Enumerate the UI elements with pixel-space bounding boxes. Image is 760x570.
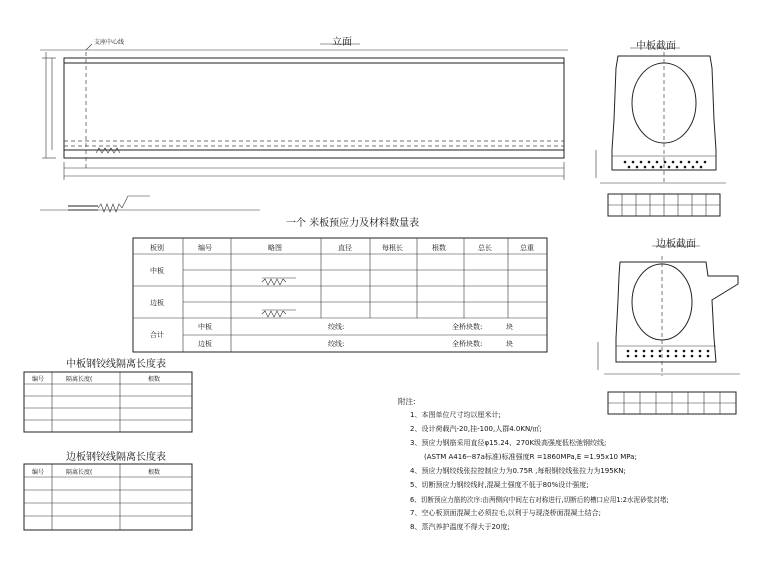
edge-slab-strands xyxy=(627,350,710,358)
header-sketch: 略图 xyxy=(268,244,282,252)
elevation-title: 立面 xyxy=(332,37,352,48)
mid-section-title: 中板截面 xyxy=(636,41,676,52)
total-edge-type: 边板 xyxy=(198,340,212,348)
sleeve-leader xyxy=(122,196,128,208)
mid-slab-grid xyxy=(608,194,720,216)
header-length-each: 每根长 xyxy=(382,244,403,252)
sketch-mid-sleeve xyxy=(262,279,286,285)
header-total-length: 总长 xyxy=(478,244,492,252)
note-6: 6、切断预应力筋的次序:由两侧向中间左右对称进行,切断后的槽口应用1:2水泥砂浆封堵; xyxy=(410,496,669,504)
row-total: 合计 xyxy=(150,331,164,339)
edge-strand-table-grid xyxy=(24,464,192,530)
total-edge-strand: 绞线: xyxy=(328,340,345,348)
edge-slab-grid xyxy=(608,392,736,414)
note-3-continued: (ASTM A416--87a标准)标准强度R =1860MPa,E =1.95x10 MPa; xyxy=(424,453,637,461)
row-edge-slab: 边板 xyxy=(150,299,164,307)
main-table-title: 一个 米板预应力及材料数量表 xyxy=(286,218,420,229)
total-mid-unit: 块 xyxy=(506,323,513,331)
elevation-view xyxy=(40,44,568,212)
row-mid-slab: 中板 xyxy=(150,267,164,275)
note-3: 3、预应力钢筋采用直径φ15.24、270K级高强度低松弛钢绞线; xyxy=(410,439,607,447)
mid-slab-strands xyxy=(624,161,707,169)
mid-strand-table-grid xyxy=(24,372,192,432)
main-table-grid xyxy=(133,238,547,352)
edge-slab-section xyxy=(598,246,740,414)
edge-section-title: 边板截面 xyxy=(656,239,696,250)
slab-elevation-outline xyxy=(64,58,564,158)
mid-strand-header-count: 根数 xyxy=(148,376,161,383)
mid-strand-header-length: 隔离长度( xyxy=(66,376,93,383)
edge-strand-header-count: 根数 xyxy=(148,469,161,476)
total-edge-unit: 块 xyxy=(506,340,513,348)
header-slab-type: 板别 xyxy=(150,244,164,252)
mid-slab-section xyxy=(596,48,726,216)
header-number: 编号 xyxy=(198,244,212,252)
edge-strand-table-title: 边板钢铰线隔离长度表 xyxy=(66,452,166,463)
edge-slab-outline xyxy=(616,262,738,362)
sketch-edge-sleeve xyxy=(262,311,286,317)
header-diameter: 直径 xyxy=(338,244,352,252)
edge-strand-header-number: 编号 xyxy=(32,469,45,476)
total-mid-strand: 绞线: xyxy=(328,323,345,331)
total-mid-type: 中板 xyxy=(198,323,212,331)
debond-sleeve-detail xyxy=(98,204,122,212)
mid-strand-table-title: 中板钢铰线隔离长度表 xyxy=(66,359,166,370)
total-mid-count: 全桥块数: xyxy=(452,323,483,331)
header-total-weight: 总重 xyxy=(520,244,534,252)
centerline-label: 支座中心线 xyxy=(94,39,125,46)
header-count: 根数 xyxy=(432,244,446,252)
centerline-leader xyxy=(86,44,92,50)
note-2: 2、设计荷载汽-20,挂-100,人群4.0KN/㎡; xyxy=(410,425,542,433)
total-edge-count: 全桥块数: xyxy=(452,340,483,348)
note-5: 5、切断预应力钢绞线时,混凝土强度不低于80%设计强度; xyxy=(410,481,589,489)
note-8: 8、蒸汽养护温度不得大于20度; xyxy=(410,523,510,531)
note-7: 7、空心板顶面混凝土必须拉毛,以利于与现浇桥面混凝土结合; xyxy=(410,509,602,517)
mid-strand-header-number: 编号 xyxy=(32,376,45,383)
note-4: 4、预应力钢绞线张拉控制应力为0.75R ,每根钢绞线张拉力为195KN; xyxy=(410,467,626,475)
notes-heading: 附注: xyxy=(398,397,416,406)
edge-strand-header-length: 隔离长度( xyxy=(66,469,93,476)
note-1: 1、本图单位尺寸均以厘米计; xyxy=(410,411,501,419)
